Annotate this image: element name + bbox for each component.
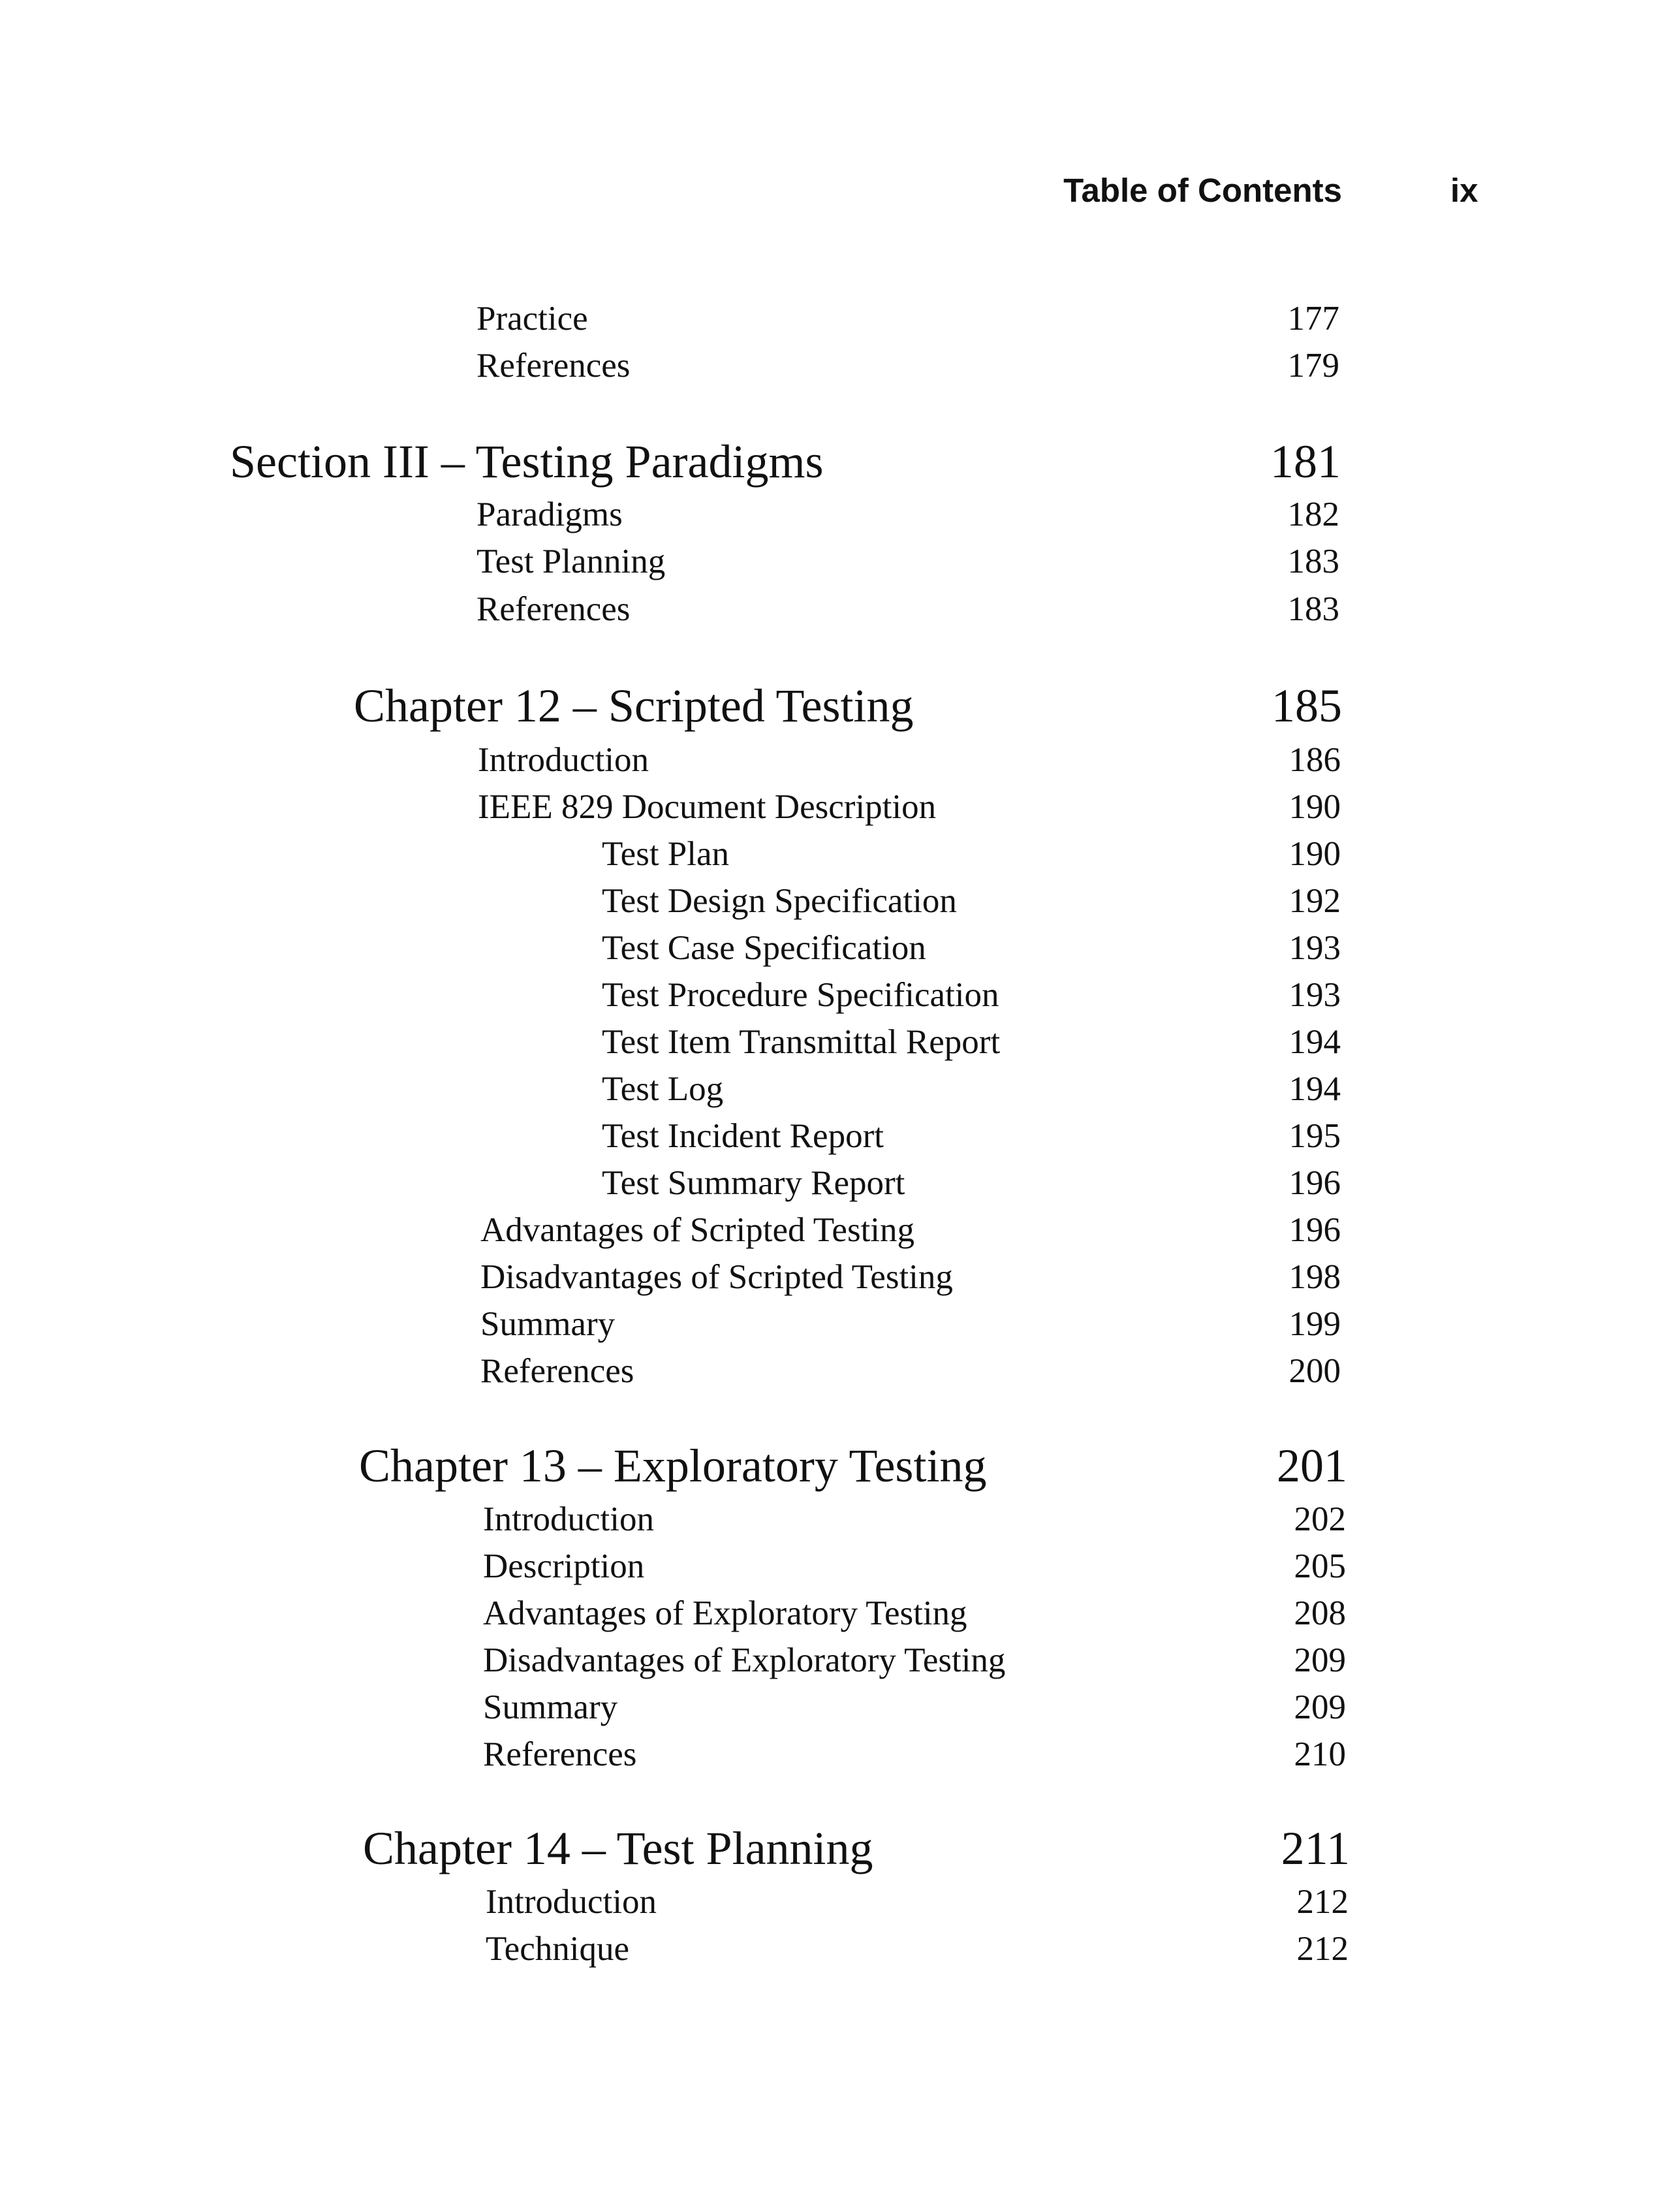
toc-subentry-page: 193 — [1288, 976, 1341, 1014]
toc-subentry[interactable] — [0, 1022, 1671, 1063]
toc-entry[interactable] — [0, 1500, 1671, 1540]
toc-entry[interactable] — [0, 1929, 1671, 1970]
toc-subentry-label: Test Plan — [602, 835, 730, 873]
toc-entry-label: Test Planning — [476, 543, 666, 580]
toc-chapter-title: Chapter 13 – Exploratory Testing — [359, 1440, 987, 1492]
toc-entry-page: 209 — [1294, 1688, 1346, 1726]
toc-subentry[interactable] — [0, 1163, 1671, 1204]
toc-chapter-heading[interactable] — [0, 1439, 1671, 1494]
toc-section-heading[interactable] — [0, 435, 1671, 490]
toc-subentry-label: Test Case Specification — [602, 929, 926, 967]
toc-chapter-page: 201 — [1277, 1440, 1347, 1492]
toc-entry-label: Technique — [486, 1930, 629, 1968]
toc-subentry-label: Test Log — [602, 1070, 724, 1108]
toc-entry-page: 212 — [1296, 1930, 1349, 1968]
toc-entry[interactable] — [0, 1594, 1671, 1634]
toc-entry[interactable] — [0, 1210, 1671, 1251]
toc-section-page: 181 — [1270, 435, 1341, 488]
toc-entry[interactable] — [0, 1257, 1671, 1298]
toc-entry-label: Introduction — [483, 1500, 654, 1538]
toc-entry[interactable] — [0, 1304, 1671, 1345]
toc-entry-page: 177 — [1287, 300, 1339, 338]
toc-chapter-heading[interactable] — [0, 679, 1671, 734]
toc-entry[interactable] — [0, 1641, 1671, 1681]
toc-section-title: Section III – Testing Paradigms — [230, 435, 824, 488]
toc-entry-page: 209 — [1294, 1641, 1346, 1679]
toc-entry-page: 183 — [1287, 543, 1339, 580]
toc-subentry[interactable] — [0, 928, 1671, 969]
toc-entry-page: 183 — [1287, 590, 1339, 628]
toc-entry[interactable] — [0, 1882, 1671, 1923]
toc-entry-label: Advantages of Scripted Testing — [480, 1211, 915, 1249]
toc-entry[interactable] — [0, 1351, 1671, 1392]
toc-entry-label: Summary — [480, 1305, 616, 1343]
toc-entry-label: Paradigms — [476, 496, 623, 533]
toc-subentry-label: Test Design Specification — [602, 882, 957, 920]
toc-subentry[interactable] — [0, 834, 1671, 875]
toc-entry[interactable] — [0, 590, 1671, 630]
toc-entry-page: 190 — [1288, 788, 1341, 826]
toc-entry-page: 182 — [1287, 496, 1339, 533]
toc-chapter-title: Chapter 12 – Scripted Testing — [354, 680, 914, 732]
toc-entry-label: References — [476, 347, 631, 385]
toc-entry-label: IEEE 829 Document Description — [478, 788, 937, 826]
toc-entry[interactable] — [0, 1735, 1671, 1775]
toc-entry-label: Description — [483, 1547, 645, 1585]
toc-entry[interactable] — [0, 299, 1671, 340]
toc-entry-page: 212 — [1296, 1883, 1349, 1921]
toc-chapter-page: 185 — [1272, 680, 1342, 732]
toc-entry-label: Introduction — [478, 741, 649, 779]
toc-entry-page: 210 — [1294, 1735, 1346, 1773]
toc-entry[interactable] — [0, 495, 1671, 535]
toc-subentry[interactable] — [0, 1116, 1671, 1157]
toc-entry-page: 205 — [1294, 1547, 1346, 1585]
toc-subentry-label: Test Procedure Specification — [602, 976, 999, 1014]
toc-entry-page: 202 — [1294, 1500, 1346, 1538]
toc-chapter-page: 211 — [1281, 1822, 1350, 1874]
toc-entry-label: Disadvantages of Scripted Testing — [480, 1258, 953, 1296]
toc-subentry-label: Test Item Transmittal Report — [602, 1023, 1001, 1061]
running-head-page-number: ix — [1450, 172, 1478, 209]
toc-subentry-label: Test Summary Report — [602, 1164, 905, 1202]
toc-entry-label: Summary — [483, 1688, 618, 1726]
toc-entry-label: References — [483, 1735, 637, 1773]
toc-entry-page: 196 — [1288, 1211, 1341, 1249]
toc-entry-label: Disadvantages of Exploratory Testing — [483, 1641, 1006, 1679]
toc-entry-page: 179 — [1287, 347, 1339, 385]
toc-entry[interactable] — [0, 1688, 1671, 1728]
toc-entry-page: 198 — [1288, 1258, 1341, 1296]
toc-entry-label: Practice — [476, 300, 588, 338]
toc-subentry-page: 193 — [1288, 929, 1341, 967]
toc-entry-page: 208 — [1294, 1594, 1346, 1632]
toc-entry-page: 186 — [1288, 741, 1341, 779]
toc-chapter-title: Chapter 14 – Test Planning — [363, 1822, 873, 1874]
toc-entry-label: References — [476, 590, 631, 628]
toc-entry-label: References — [480, 1352, 634, 1390]
toc-subentry-page: 190 — [1288, 835, 1341, 873]
toc-subentry-page: 192 — [1288, 882, 1341, 920]
toc-entry[interactable] — [0, 346, 1671, 387]
toc-entry-label: Advantages of Exploratory Testing — [483, 1594, 967, 1632]
toc-subentry[interactable] — [0, 1069, 1671, 1110]
toc-subentry-page: 195 — [1288, 1117, 1341, 1155]
toc-subentry-label: Test Incident Report — [602, 1117, 884, 1155]
toc-entry-page: 200 — [1288, 1352, 1341, 1390]
toc-subentry-page: 194 — [1288, 1070, 1341, 1108]
toc-chapter-heading[interactable] — [0, 1822, 1671, 1876]
toc-subentry-page: 194 — [1288, 1023, 1341, 1061]
toc-subentry-page: 196 — [1288, 1164, 1341, 1202]
running-head-title: Table of Contents — [1063, 172, 1342, 209]
toc-entry-label: Introduction — [486, 1883, 657, 1921]
toc-entry[interactable] — [0, 787, 1671, 828]
toc-entry[interactable] — [0, 1547, 1671, 1587]
running-head — [0, 171, 1671, 210]
toc-subentry[interactable] — [0, 975, 1671, 1016]
toc-entry[interactable] — [0, 740, 1671, 781]
toc-entry[interactable] — [0, 542, 1671, 582]
toc-subentry[interactable] — [0, 881, 1671, 922]
toc-entry-page: 199 — [1288, 1305, 1341, 1343]
